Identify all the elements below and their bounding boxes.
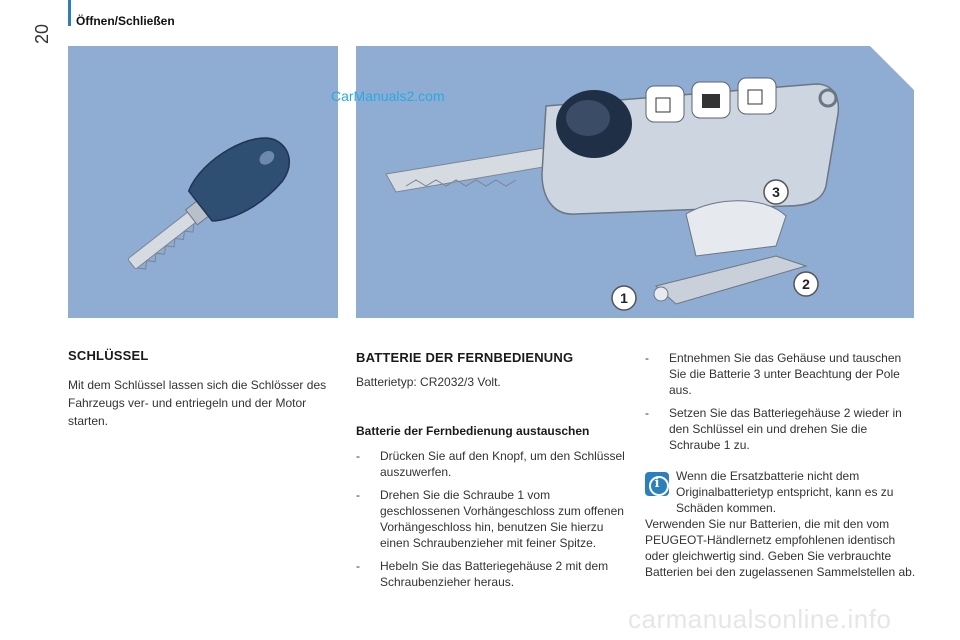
svg-text:2: 2 [802, 276, 810, 292]
info-icon: i [645, 472, 669, 496]
panel-corner-cut [870, 46, 914, 90]
svg-text:1: 1 [620, 290, 628, 306]
callout-1 [612, 286, 636, 310]
list-item: - Drehen Sie die Schraube 1 vom geschlossenen Vorhängeschloss zum offenen Vorhängeschloss hin, benutzen Sie hierzu einen Schraubenzieher mit feiner Spitze. [356, 488, 624, 550]
remote-illustration [356, 46, 914, 318]
battery-type: Batterietyp: CR2032/3 Volt. [356, 375, 501, 389]
svg-text:3: 3 [772, 184, 780, 200]
battery-steps-list-a [356, 448, 632, 597]
key-illustration [68, 46, 338, 318]
callout-3 [764, 180, 788, 204]
battery-replace-subtitle: Batterie der Fernbedienung austauschen [356, 424, 590, 438]
list-item: - Hebeln Sie das Batteriegehäuse 2 mit dem Schraubenzieher heraus. [356, 559, 609, 589]
watermark-bottom: carmanualsonline.info [628, 604, 892, 634]
callout-2 [794, 272, 818, 296]
watermark-top: CarManuals2.com [331, 88, 445, 104]
key-section-title: SCHLÜSSEL [68, 348, 149, 363]
battery-steps-list-b [645, 350, 915, 460]
page-number: 20 [32, 23, 52, 44]
list-item: - Entnehmen Sie das Gehäuse und tauschen Sie die Batterie 3 unter Beachtung der Pole aus. [645, 351, 902, 397]
remote-drawing [356, 46, 914, 318]
page-header-title: Öffnen/Schließen [76, 14, 175, 28]
key-drawing [68, 46, 338, 318]
header-accent-bar [68, 0, 71, 26]
battery-recycling-note: Verwenden Sie nur Batterien, die mit den vom PEUGEOT-Händlernetz empfohlenen identisch oder gleichwertig sind. Geben Sie verbrauchte Batterien bei den zugelassenen Sammelstellen ab. [645, 517, 916, 579]
key-section-body: Mit dem Schlüssel lassen sich die Schlösser des Fahrzeugs ver- und entriegeln und der Motor starten. [68, 378, 327, 428]
info-note: Wenn die Ersatzbatterie nicht dem Originalbatterietyp entspricht, kann es zu Schäden kommen. [676, 469, 894, 515]
list-item: - Drücken Sie auf den Knopf, um den Schlüssel auszuwerfen. [356, 449, 625, 479]
battery-section-title: BATTERIE DER FERNBEDIENUNG [356, 350, 574, 365]
list-item: - Setzen Sie das Batteriegehäuse 2 wieder in den Schlüssel ein und drehen Sie die Schraube 1 zu. [645, 406, 902, 452]
